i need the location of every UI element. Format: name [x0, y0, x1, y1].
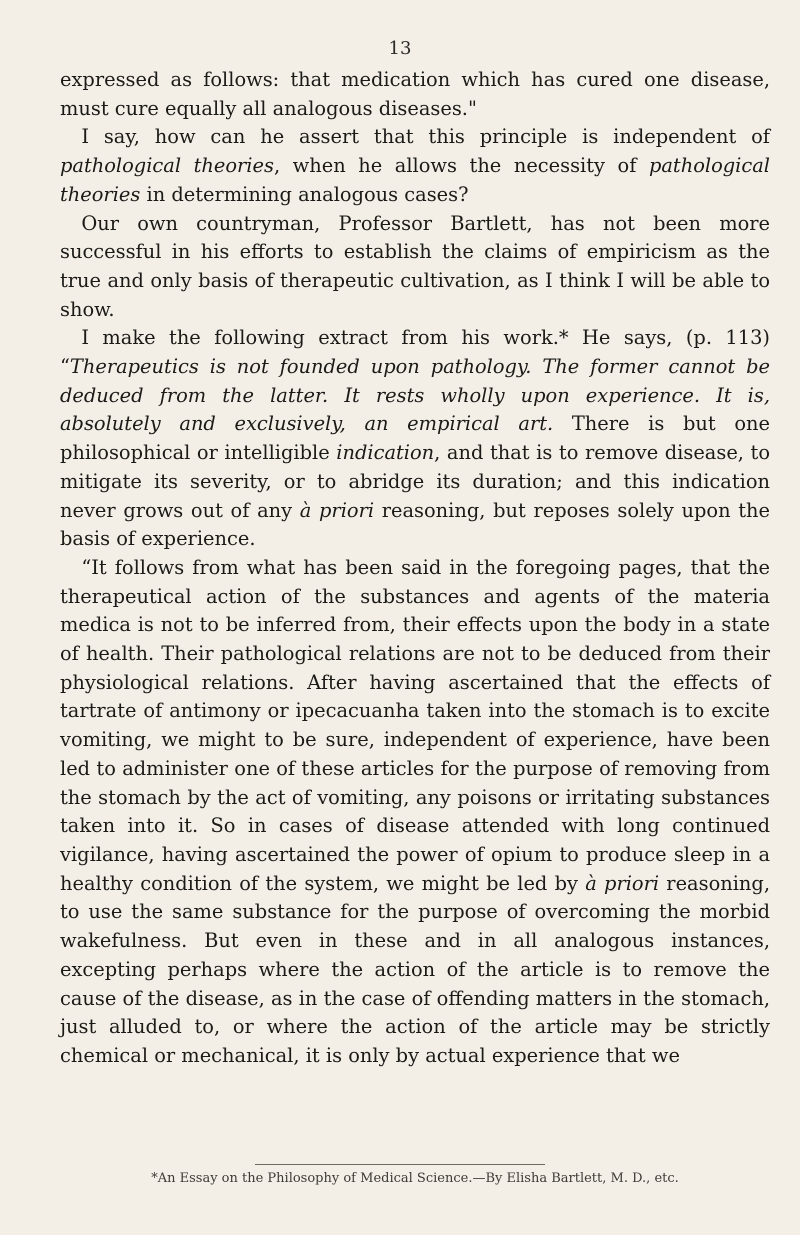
text-run: I make the following extract from his work.* He says, (p. 113) “: [60, 326, 770, 379]
text-run: , when he allows the necessity of: [273, 154, 649, 178]
italic-phrase: pathological theories: [60, 154, 274, 178]
paragraph-extract: [60, 324, 770, 554]
text-run: There is but one philosophical or intelligible: [60, 412, 770, 465]
body-text: [60, 66, 770, 1071]
text-run: , and that is to remove disease, to mitigate its severity, or to abridge its duration; and this indication never grows out of any: [60, 441, 770, 522]
italic-phrase: pathological theories: [60, 154, 770, 206]
paragraph-it-follows: [60, 554, 770, 1071]
page-number: 13: [388, 38, 412, 59]
italic-phrase: à priori: [585, 871, 660, 895]
text-run: Our own countryman, Professor Bartlett, has not been more successful in his efforts to establish the claims of empiricism as the true and only basis of therapeutic cultivation, as I think I will be able to show.: [60, 211, 770, 321]
text-run: in determining analogous cases?: [140, 182, 469, 206]
paragraph-bartlett: [60, 210, 770, 325]
italic-phrase: indication: [336, 441, 435, 465]
paragraph-pathological-theories: [60, 123, 770, 209]
footnote-divider: [255, 1164, 545, 1165]
text-run: reasoning, but reposes solely upon the basis of experience.: [60, 498, 770, 551]
text-run: “It follows from what has been said in the foregoing pages, that the therapeutical action of the substances and agents of the materia medica is not to be inferred from, their effects upon the body in a state of health. Their pathological relations are not to be deduced from their physiological relations. After having ascertained that the effects of tartrate of antimony or ipecacuanha taken into the stomach is to excite vomiting, we might to be sure, independent of experience, have been led to administer one of these articles for the purpose of removing from the stomach by the act of vomiting, any poisons or irritating substances taken into it. So in cases of disease attended with long continued vigilance, having ascertained the power of opium to produce sleep in a healthy condition of the system, we might be led by: [60, 555, 770, 895]
text-run: expressed as follows: that medication which has cured one disease, must cure equally all analogous diseases.": [60, 68, 770, 120]
italic-phrase: à priori: [299, 498, 375, 522]
paragraph-continuation: [60, 66, 770, 123]
text-run: reasoning, to use the same substance for the purpose of overcoming the morbid wakefulness. But even in these and in all analogous instances, excepting perhaps where the action of the article is to remove the cause of the disease, as in the case of offending matters in the stomach, just alluded to, or where the action of the article may be strictly chemical or mechanical, it is only by actual experience that we: [60, 871, 770, 1067]
italic-quote: Therapeutics is not founded upon pathology. The former cannot be deduced from the latter. It rests wholly upon experience. It is, absolutely and exclusively, an empirical art.: [60, 355, 770, 436]
footnote: *An Essay on the Philosophy of Medical Science.—By Elisha Bartlett, M. D., etc.: [151, 1171, 679, 1186]
text-run: I say, how can he assert that this principle is independent of: [81, 125, 770, 149]
